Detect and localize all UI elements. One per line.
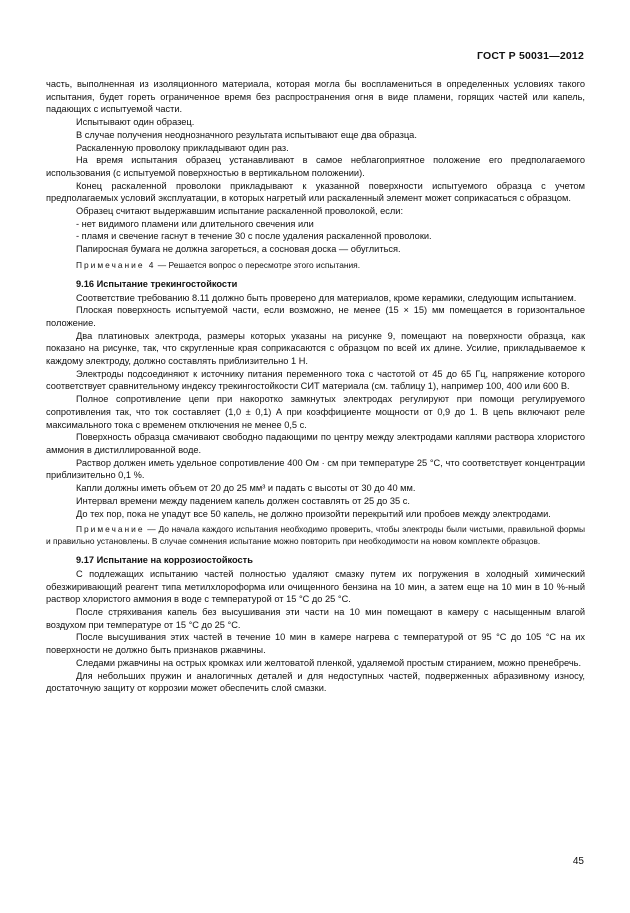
page-body (46, 78, 585, 695)
paragraph: На время испытания образец устанавливают в самое неблагоприятное положение его предполагаемого использования (с испытуемой поверхностью в вертикальном положении). (46, 155, 585, 178)
paragraph: Полное сопротивление цепи при накоротко замкнутых электродах регулируют при помощи регулируемого сопротивления так, что ток составляет (1,0 ± 0,1) А при коэффициенте мощности от 0,9 до 1. В цепь включают реле максимального тока с временем отключения не менее 0,5 с. (46, 394, 585, 430)
note-label: Примечание (76, 524, 145, 535)
paragraph: Следами ржавчины на острых кромках или желтоватой пленкой, удаляемой простым стиранием, можно пренебречь. (76, 657, 582, 668)
note (46, 523, 585, 547)
paragraph: После стряхивания капель без высушивания эти части на 10 мин помещают в камеру с насыщенным влагой воздухом при температуре от 15 °С до 25 °С. (46, 607, 585, 630)
paragraph: Образец считают выдержавшим испытание раскаленной проволокой, если: (76, 206, 404, 217)
note-text: — Решается вопрос о пересмотре этого испытания. (157, 259, 361, 270)
paragraph: Поверхность образца смачивают свободно падающими по центру между электродами каплями раствора хлористого аммония в дистиллированной воде. (46, 432, 585, 455)
section-heading-9-17: 9.17 Испытание на коррозиостойкость (76, 555, 253, 566)
paragraph: часть, выполненная из изоляционного материала, которая могла бы воспламениться в определенных условиях такого испытания, будет гореть ограниченное время без распространения огня в виде пламени, горящих частей или капель, падающих с испытуемой части. (46, 79, 585, 115)
document-header: ГОСТ Р 50031—2012 (476, 50, 584, 62)
paragraph: В случае получения неоднозначного результата испытывают еще два образца. (76, 129, 417, 140)
paragraph: Два платиновых электрода, размеры которых указаны на рисунке 9, помещают на поверхности образца, как показано на рисунке, так, что скругленные края соприкасаются с образцом по всей их длине. Усилие, прикладываемое к каждому электроду, должно составлять приблизительно 1 Н. (46, 330, 585, 367)
paragraph: Капли должны иметь объем от 20 до 25 мм³ и падать с высоты от 30 до 40 мм. (76, 483, 416, 494)
page-number: 45 (572, 856, 584, 867)
note-label: Примечание 4 (76, 259, 156, 270)
section-heading-9-16: 9.16 Испытание трекингостойкости (76, 278, 238, 289)
paragraph: Электроды подсоединяют к источнику питания переменного тока с частотой от 45 до 65 Гц, напряжение которого соответствует сравнительному индексу трекингостойкости СИТ материала (см. таблицу 1), например 100, 400 или 600 В. (46, 368, 585, 392)
paragraph: До тех пор, пока не упадут все 50 капель, не должно произойти перекрытий или пробоев между электродами. (76, 508, 551, 519)
paragraph: Раствор должен иметь удельное сопротивление 400 Ом · см при температуре 25 °С, что соответствует концентрации приблизительно 0,1 %. (46, 457, 585, 481)
paragraph: Для небольших пружин и аналогичных деталей и для недоступных частей, подверженных абразивному износу, достаточную защиту от коррозии может обеспечить слой смазки. (46, 670, 585, 694)
paragraph: Конец раскаленной проволоки прикладывают к указанной поверхности испытуемого образца с учетом предполагаемых условий эксплуатации, в которых нагретый или раскаленный элемент может соприкасаться с образцом. (46, 180, 585, 204)
paragraph: Соответствие требованию 8.11 должно быть проверено для материалов, кроме керамики, следующим испытанием. (76, 292, 577, 303)
paragraph: Папиросная бумага не должна загореться, а сосновая доска — обуглиться. (76, 244, 401, 255)
note-4 (46, 259, 585, 271)
paragraph: Плоская поверхность испытуемой части, если возможно, не менее (15 × 15) мм помещается в горизонтальное положение. (46, 305, 585, 328)
paragraph: С подлежащих испытанию частей полностью удаляют смазку путем их погружения в холодный химический обезжиривающий реагент типа метилхлороформа или очищенного бензина на 10 мин, а затем еще на 10 мин в 10 %-ный раствор хлористого аммония в воде с температурой от 15 °С до 25 °С. (46, 568, 585, 605)
list-item: - пламя и свечение гаснут в течение 30 с после удаления раскаленной проволоки. (76, 231, 432, 242)
paragraph: Раскаленную проволоку прикладывают один раз. (76, 142, 289, 153)
paragraph: Испытывают один образец. (76, 117, 195, 128)
paragraph: Интервал времени между падением капель должен составлять от 25 до 35 с. (76, 495, 410, 506)
note-text: — До начала каждого испытания необходимо проверить, чтобы электроды были чистыми, правильной формы и правильно установлены. В случае сомнения испытание можно повторить при необходимости на новом комплекте образцов. (46, 524, 586, 547)
paragraph: После высушивания этих частей в течение 10 мин в камере нагрева с температурой от 95 °С до 105 °С на их поверхности не должно быть признаков ржавчины. (46, 632, 585, 656)
list-item: - нет видимого пламени или длительного свечения или (76, 218, 314, 229)
